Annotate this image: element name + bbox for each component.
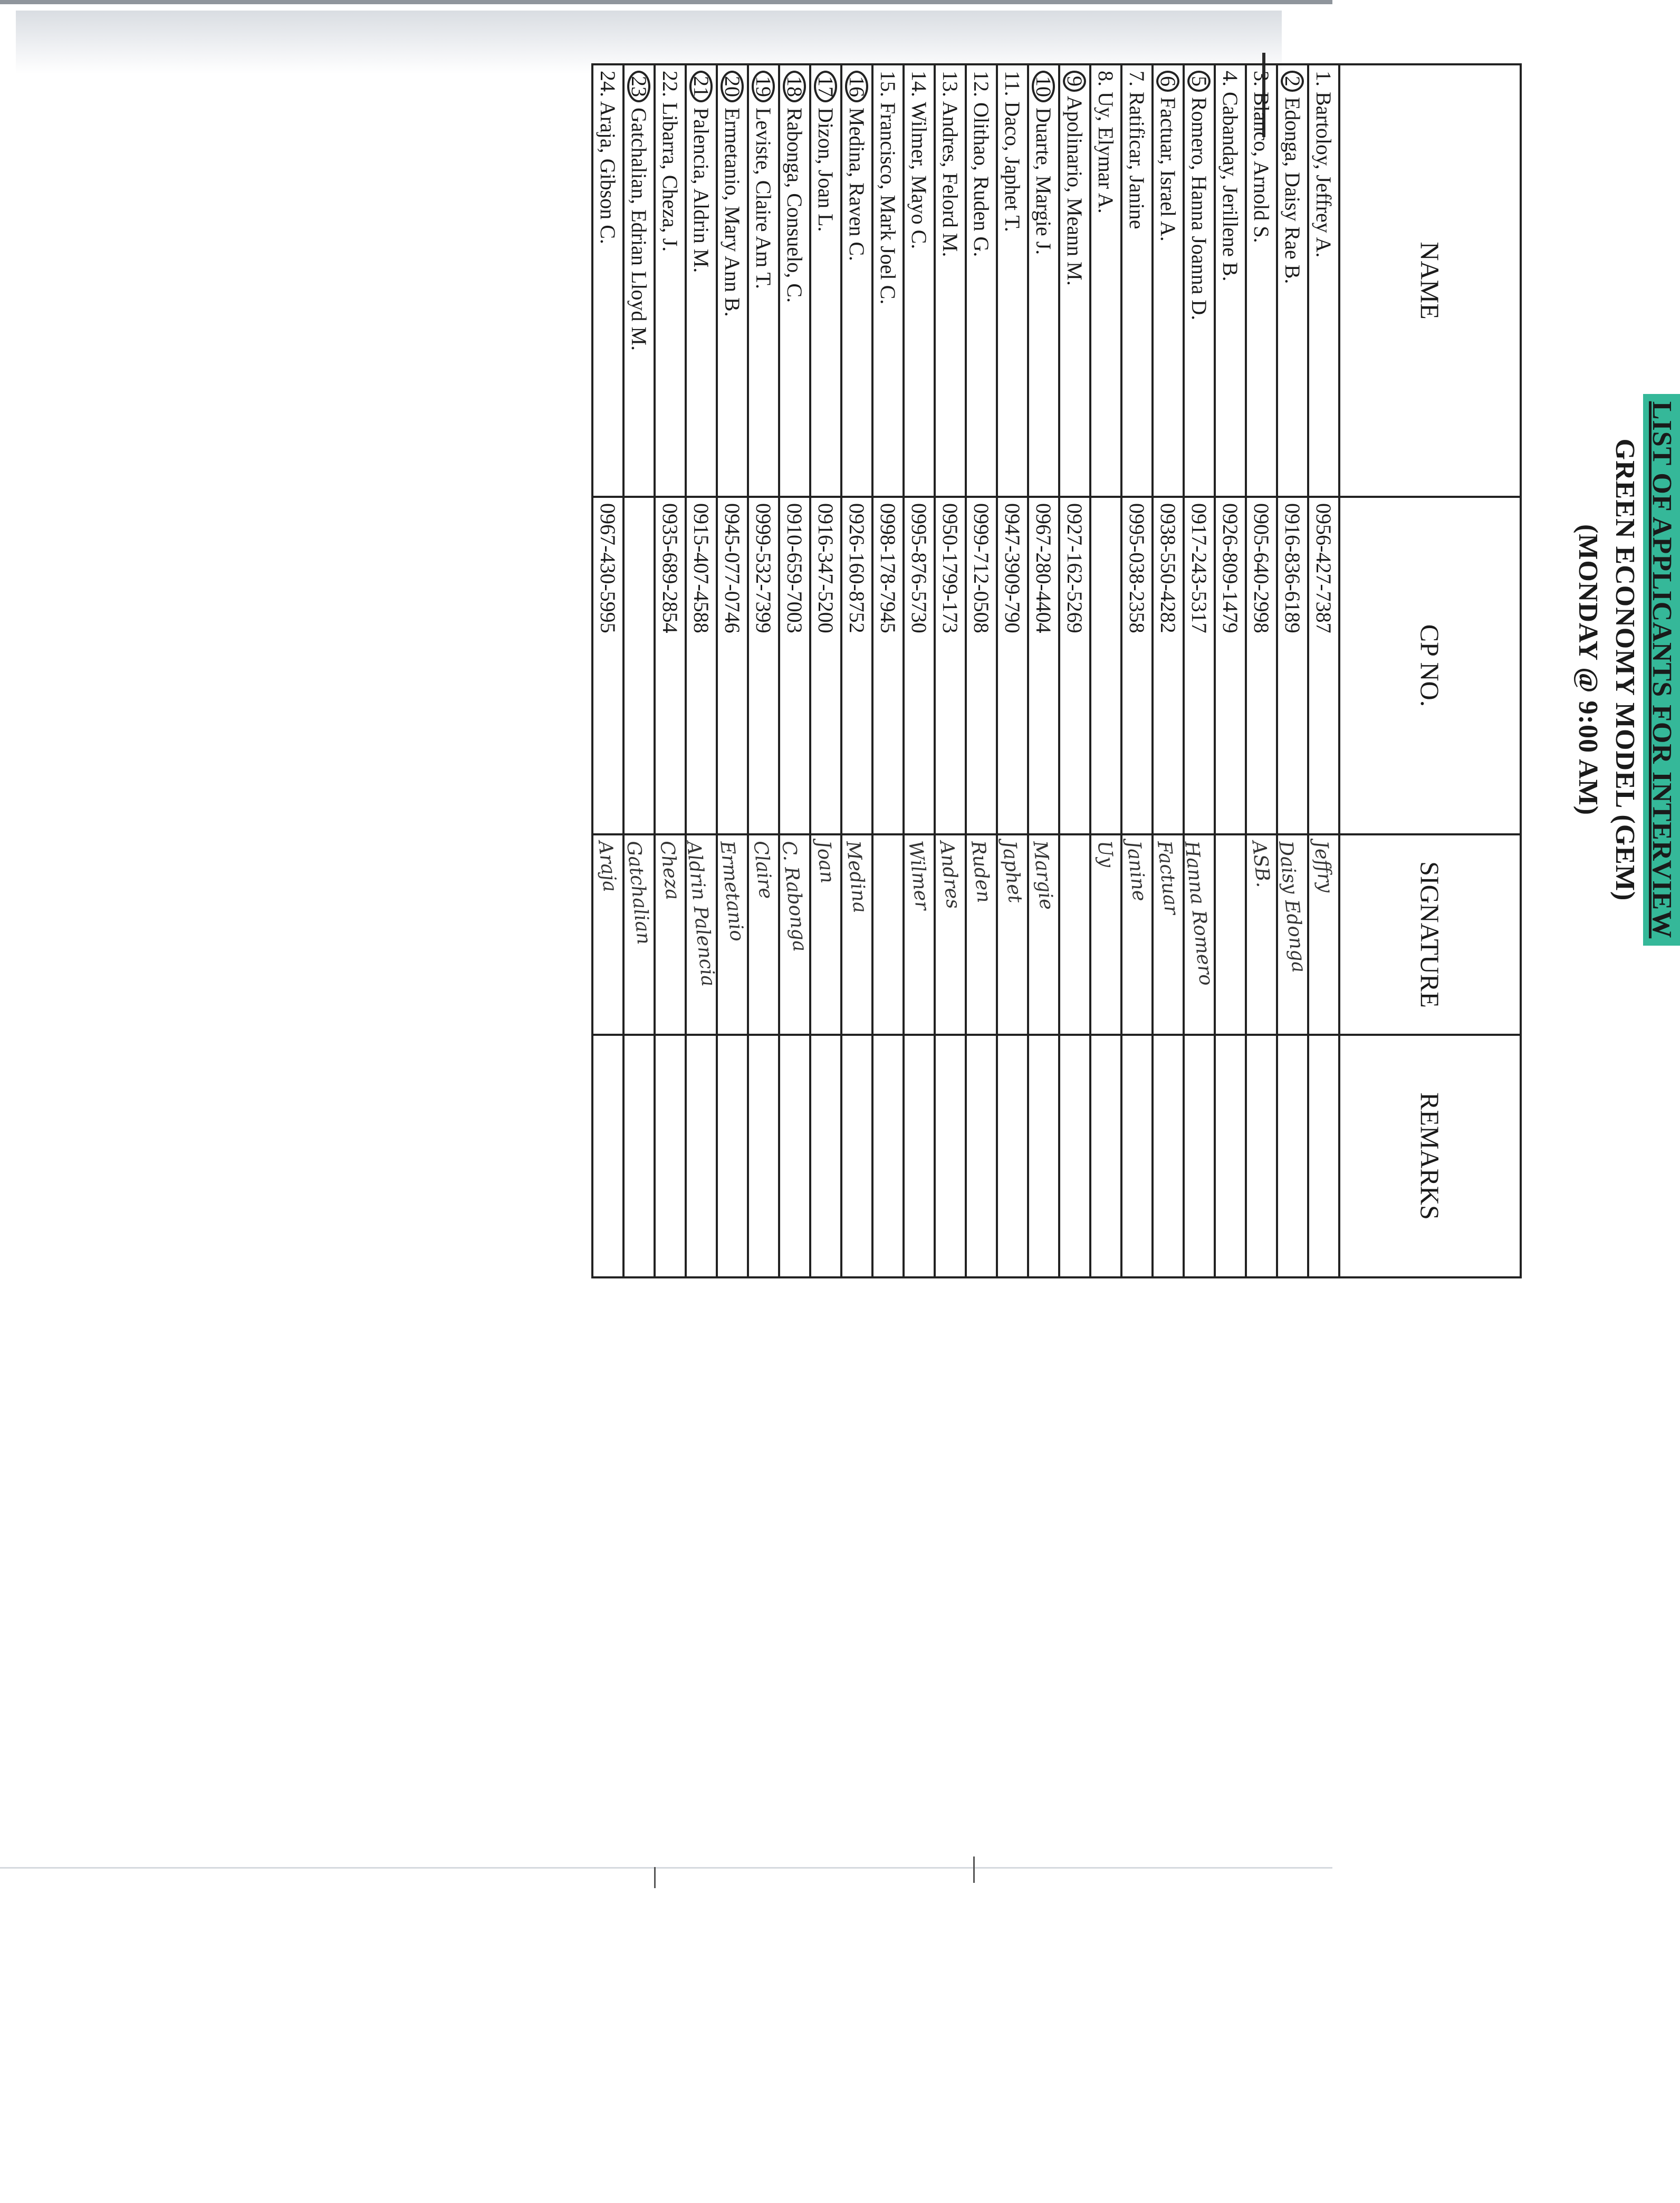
applicant-signature: Ermetanio (716, 840, 748, 942)
table-row (1215, 64, 1246, 1277)
applicant-signature: ASB. (1247, 840, 1275, 889)
row-number: 9 (1063, 71, 1087, 92)
table-row (1246, 64, 1277, 1277)
row-number: 1. (1312, 71, 1336, 86)
table-row (1184, 64, 1215, 1277)
applicant-cp-no: 0995-876-5730 (904, 497, 935, 834)
applicant-name: Wilmer, Mayo C. (907, 102, 932, 249)
applicant-name-cell (1121, 64, 1153, 497)
row-number: 12. (969, 71, 994, 97)
applicant-name: Medina, Raven C. (845, 108, 869, 262)
applicant-name: Dizon, Joan L. (814, 108, 838, 232)
row-number: 24. (596, 71, 620, 97)
applicant-cp-no: 0945-077-0746 (717, 497, 748, 834)
applicant-name: Factuar, Israel A. (1156, 97, 1180, 242)
table-row (717, 64, 748, 1277)
table-row (841, 64, 872, 1277)
applicant-cp-no: 0998-178-7945 (872, 497, 904, 834)
table-row (779, 64, 810, 1277)
applicant-signature-cell (1090, 834, 1121, 1035)
applicant-name: Edonga, Daisy Rae B. (1281, 97, 1305, 284)
applicant-cp-no: 0910-659-7003 (779, 497, 810, 834)
applicant-signature: Factuar (1153, 840, 1183, 916)
applicant-remarks (686, 1035, 717, 1277)
applicant-remarks (623, 1035, 655, 1277)
applicant-remarks (779, 1035, 810, 1277)
row-number: 6 (1157, 71, 1180, 92)
applicant-signature: Japhet (998, 840, 1026, 904)
applicant-name-cell (1246, 64, 1277, 497)
table-row (872, 64, 904, 1277)
applicant-remarks (904, 1035, 935, 1277)
applicant-signature-cell (997, 834, 1028, 1035)
applicant-remarks (966, 1035, 997, 1277)
applicant-remarks (1028, 1035, 1059, 1277)
applicant-name-cell (904, 64, 935, 497)
applicant-signature-cell (935, 834, 966, 1035)
applicant-signature-cell (623, 834, 655, 1035)
document-rotated-page (594, 63, 1680, 1276)
applicant-name-cell (1090, 64, 1121, 497)
applicant-name-cell (841, 64, 872, 497)
applicant-signature-cell (872, 834, 904, 1035)
row-number: 3. (1250, 71, 1274, 86)
header-name: NAME (1339, 64, 1521, 497)
applicant-cp-no: 0915-407-4588 (686, 497, 717, 834)
applicant-name-cell (748, 64, 779, 497)
row-number: 10 (1032, 71, 1055, 102)
table-row (966, 64, 997, 1277)
applicant-cp-no: 0967-430-5995 (592, 497, 623, 834)
applicant-name-cell (935, 64, 966, 497)
applicant-name-cell (717, 64, 748, 497)
applicant-signature: Uy (1093, 839, 1118, 869)
applicant-name: Leviste, Claire Am T. (752, 108, 776, 290)
applicant-name-cell (655, 64, 686, 497)
applicant-remarks (592, 1035, 623, 1277)
applicant-remarks (1121, 1035, 1153, 1277)
applicant-name: Ratificar, Janine (1125, 92, 1149, 229)
header-cp-no: CP NO. (1339, 497, 1521, 834)
applicant-remarks (748, 1035, 779, 1277)
table-row (1308, 64, 1339, 1277)
applicant-signature: Medina (842, 840, 871, 915)
applicant-name-cell (966, 64, 997, 497)
applicant-name: Duarte, Margie J. (1032, 108, 1056, 255)
applicant-signature-cell (655, 834, 686, 1035)
applicant-remarks (872, 1035, 904, 1277)
applicant-remarks (841, 1035, 872, 1277)
applicant-remarks (1090, 1035, 1121, 1277)
applicant-remarks (810, 1035, 841, 1277)
applicant-signature: Andres (935, 840, 965, 910)
applicant-remarks (1277, 1035, 1308, 1277)
row-number: 22. (658, 71, 683, 97)
applicant-name: Ermetanio, Mary Ann B. (721, 108, 745, 317)
applicant-signature-cell (1246, 834, 1277, 1035)
applicant-name-cell (1308, 64, 1339, 497)
table-row (748, 64, 779, 1277)
row-number: 5 (1188, 71, 1211, 92)
applicant-signature-cell (1274, 834, 1310, 1035)
table-row (655, 64, 686, 1277)
applicant-signature-cell (779, 834, 810, 1035)
table-row (592, 64, 623, 1277)
applicant-signature-cell (592, 834, 623, 1035)
row-number: 13. (938, 71, 963, 97)
applicant-signature: Jeffry (1310, 840, 1337, 894)
applicant-signature: Aldrin Palencia (683, 840, 719, 988)
applicant-signature: Ruden (967, 840, 995, 904)
document-header (1569, 63, 1680, 1276)
applicant-signature-cell (904, 834, 935, 1035)
applicant-name-cell (623, 64, 655, 497)
applicant-name-cell (1215, 64, 1246, 497)
applicant-remarks (997, 1035, 1028, 1277)
applicant-cp-no (1090, 497, 1121, 834)
applicant-name: Apolinario, Meann M. (1063, 95, 1087, 286)
scan-tick-mark (973, 1856, 975, 1883)
row-number: 8. (1094, 71, 1118, 86)
table-row (997, 64, 1028, 1277)
applicant-name-cell (779, 64, 810, 497)
applicant-signature: Araja (594, 840, 621, 893)
row-number: 20 (721, 71, 744, 102)
applicant-remarks (717, 1035, 748, 1277)
applicant-signature-cell (1121, 834, 1153, 1035)
applicant-name-cell (1153, 64, 1184, 497)
applicant-cp-no: 0995-038-2358 (1121, 497, 1153, 834)
row-number: 19 (752, 71, 775, 102)
document-title: LIST OF APPLICANTS FOR INTERVIEW (1643, 394, 1680, 946)
applicant-signature-cell (966, 834, 997, 1035)
header-remarks: REMARKS (1339, 1035, 1521, 1277)
table-row (1121, 64, 1153, 1277)
applicants-table (591, 63, 1522, 1278)
row-number: 16 (846, 71, 869, 102)
applicant-signature: Janine (1122, 840, 1151, 902)
applicant-remarks (1246, 1035, 1277, 1277)
applicant-cp-no (623, 497, 655, 834)
applicant-name: Blanco, Arnold S. (1250, 92, 1274, 243)
row-number: 14. (907, 71, 932, 97)
applicant-remarks (655, 1035, 686, 1277)
applicant-cp-no: 0916-347-5200 (810, 497, 841, 834)
row-number: 7. (1125, 71, 1149, 86)
applicant-signature: Claire (749, 840, 777, 900)
applicant-name: Daco, Japhet T. (1001, 101, 1025, 232)
table-header-row (1339, 64, 1521, 1277)
applicant-name: Libarra, Cheza, J. (658, 102, 683, 252)
applicant-signature: Hanna Romero (1180, 840, 1217, 987)
table-row (623, 64, 655, 1277)
row-number: 17 (814, 71, 838, 102)
table-row (686, 64, 717, 1277)
applicant-signature-cell (1308, 834, 1339, 1035)
applicant-name: Cabanday, Jerillene B. (1218, 92, 1243, 282)
scan-top-edge (0, 0, 1332, 4)
document-schedule: (MONDAY @ 9:00 AM) (1573, 524, 1603, 816)
applicant-name: Palencia, Aldrin M. (689, 108, 714, 273)
applicant-cp-no: 0926-160-8752 (841, 497, 872, 834)
applicant-name: Olithao, Ruden G. (969, 102, 994, 257)
applicant-name: Bartoloy, Jeffrey A. (1312, 92, 1336, 258)
applicant-signature-cell (841, 834, 872, 1035)
applicant-cp-no: 0938-550-4282 (1153, 497, 1184, 834)
applicant-name-cell (1059, 64, 1090, 497)
applicant-cp-no: 0935-689-2854 (655, 497, 686, 834)
applicant-signature-cell (748, 834, 779, 1035)
row-number: 4. (1218, 71, 1243, 86)
table-row (1059, 64, 1090, 1277)
applicant-signature: Gatchalian (622, 840, 655, 946)
applicant-signature: Joan (812, 840, 839, 884)
applicant-cp-no: 0967-280-4404 (1028, 497, 1059, 834)
applicant-name: Rabonga, Consuelo, C. (783, 108, 807, 303)
applicant-signature-cell (1180, 834, 1217, 1035)
table-row (1153, 64, 1184, 1277)
applicant-signature: Margie (1029, 840, 1058, 911)
row-number: 11. (1001, 71, 1025, 97)
applicant-name-cell (1277, 64, 1308, 497)
header-signature: SIGNATURE (1339, 834, 1521, 1035)
applicant-name-cell (592, 64, 623, 497)
applicant-cp-no: 0999-712-0508 (966, 497, 997, 834)
applicant-signature-cell (810, 834, 841, 1035)
applicant-cp-no: 0917-243-5317 (1184, 497, 1215, 834)
applicant-cp-no: 0927-162-5269 (1059, 497, 1090, 834)
applicant-cp-no: 0926-809-1479 (1215, 497, 1246, 834)
applicant-name: Gatchalian, Edrian Lloyd M. (627, 108, 651, 351)
applicant-signature-cell (1059, 834, 1090, 1035)
applicant-name-cell (997, 64, 1028, 497)
applicant-name: Uy, Elymar A. (1094, 92, 1118, 214)
applicant-remarks (1184, 1035, 1215, 1277)
applicant-signature: Cheza (656, 840, 684, 901)
table-row (935, 64, 966, 1277)
applicant-cp-no: 0950-1799-173 (935, 497, 966, 834)
applicant-signature-cell (717, 834, 748, 1035)
applicant-signature-cell (683, 834, 719, 1035)
row-number: 15. (876, 71, 900, 97)
applicant-name: Francisco, Mark Joel C. (876, 102, 900, 305)
applicant-remarks (1153, 1035, 1184, 1277)
applicant-cp-no: 0905-640-2998 (1246, 497, 1277, 834)
table-row (904, 64, 935, 1277)
table-row (810, 64, 841, 1277)
row-number: 23 (628, 71, 651, 102)
applicant-name-cell (686, 64, 717, 497)
applicant-name: Romero, Hanna Joanna D. (1187, 97, 1212, 321)
applicant-signature: C. Rabonga (777, 840, 811, 953)
applicant-cp-no: 0956-427-7387 (1308, 497, 1339, 834)
applicant-cp-no: 0999-532-7399 (748, 497, 779, 834)
row-number: 21 (690, 71, 713, 102)
applicant-cp-no: 0947-3909-790 (997, 497, 1028, 834)
applicant-remarks (1059, 1035, 1090, 1277)
applicant-name: Araja, Gibson C. (596, 101, 620, 244)
table-row (1028, 64, 1059, 1277)
scan-page-edge (0, 1867, 1332, 1869)
row-number: 2 (1281, 71, 1304, 92)
applicant-signature: Wilmer (904, 840, 934, 911)
applicant-name-cell (1184, 64, 1215, 497)
table-row (1277, 64, 1308, 1277)
scan-tick-mark (654, 1867, 656, 1888)
applicant-remarks (1215, 1035, 1246, 1277)
applicant-cp-no: 0916-836-6189 (1277, 497, 1308, 834)
applicant-name: Andres, Felord M. (938, 101, 963, 257)
applicant-remarks (1308, 1035, 1339, 1277)
applicant-name-cell (872, 64, 904, 497)
table-row (1090, 64, 1121, 1277)
applicant-signature: Daisy Edonga (1274, 840, 1310, 974)
applicant-name-cell (1028, 64, 1059, 497)
applicant-signature-cell (1028, 834, 1059, 1035)
applicant-signature-cell (1153, 834, 1184, 1035)
applicant-signature-cell (1215, 834, 1246, 1035)
applicant-remarks (935, 1035, 966, 1277)
table-body (592, 64, 1339, 1277)
row-number: 18 (783, 71, 807, 102)
document-subtitle: GREEN ECONOMY MODEL (GEM) (1610, 438, 1640, 901)
applicant-name-cell (810, 64, 841, 497)
